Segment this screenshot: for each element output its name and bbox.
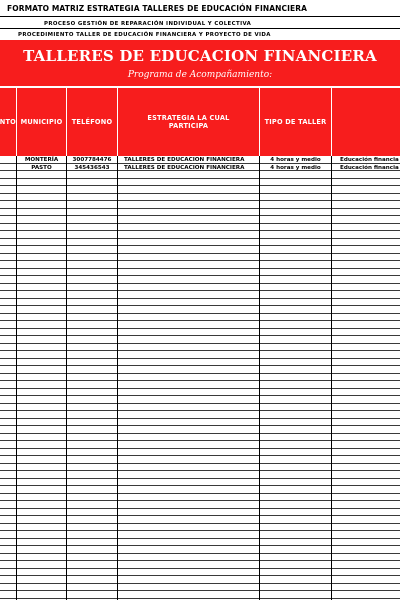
cell-estrategia: TALLERES DE EDUCACION FINANCIERA — [124, 165, 245, 171]
table-row — [0, 441, 400, 449]
cell-tipo-taller: 4 horas y medio — [270, 165, 321, 171]
table-row — [0, 246, 400, 254]
column-rule — [117, 156, 118, 600]
table-row — [0, 479, 400, 487]
column-header-telefono: TELÉFONO — [71, 117, 113, 126]
table-row — [0, 509, 400, 517]
table-row — [0, 284, 400, 292]
column-header-municipio: MUNICIPIO — [20, 117, 63, 126]
cell-municipio: MONTERÍA — [24, 157, 59, 163]
table-row — [0, 516, 400, 524]
cell-tipo-taller: 4 horas y medio — [270, 157, 321, 163]
table-row — [0, 374, 400, 382]
table-row — [0, 591, 400, 599]
document-title: FORMATO MATRIZ ESTRATEGIA TALLERES DE EDUCACIÓN FINANCIERA — [7, 4, 307, 13]
table-row — [0, 351, 400, 359]
column-header-departamento: NTO — [0, 117, 16, 126]
table-row — [0, 299, 400, 307]
table-row — [0, 419, 400, 427]
divider — [0, 16, 400, 17]
table-row — [0, 449, 400, 457]
table-row — [0, 344, 400, 352]
table-row — [0, 576, 400, 584]
table-row — [0, 239, 400, 247]
table-row — [0, 306, 400, 314]
column-rule — [259, 156, 260, 600]
table-row — [0, 546, 400, 554]
column-header-extra — [332, 88, 400, 156]
procedure-line: PROCEDIMIENTO TALLER DE EDUCACIÓN FINANCIERA Y PROYECTO DE VIDA — [18, 32, 271, 38]
table-row — [0, 471, 400, 479]
table-row — [0, 171, 400, 179]
table-row — [0, 224, 400, 232]
table-row — [0, 456, 400, 464]
table-row — [0, 584, 400, 592]
table-row — [0, 194, 400, 202]
table-row — [0, 366, 400, 374]
table-row — [0, 494, 400, 502]
table-row — [0, 531, 400, 539]
cell-telefono: 3007784476 — [72, 157, 112, 163]
column-rule — [331, 156, 332, 600]
cell-extra: Educación financia — [340, 157, 399, 163]
column-header-estrategia: ESTRATEGIA LA CUAL PARTICIPA — [147, 113, 230, 130]
table-row — [0, 314, 400, 322]
table-row — [0, 269, 400, 277]
table-row — [0, 426, 400, 434]
table-row — [0, 554, 400, 562]
table-row — [0, 501, 400, 509]
banner-title: TALLERES DE EDUCACION FINANCIERA — [23, 47, 377, 65]
cell-estrategia: TALLERES DE EDUCACION FINANCIERA — [124, 157, 245, 163]
table-row — [0, 291, 400, 299]
table-row — [0, 186, 400, 194]
table-row — [0, 276, 400, 284]
process-line: PROCESO GESTIÓN DE REPARACIÓN INDIVIDUAL Y COLECTIVA — [44, 21, 252, 27]
column-header-tipo-taller: TIPO DE TALLER — [264, 117, 327, 126]
banner-subtitle: Programa de Acompañamiento: — [127, 70, 273, 80]
table-row — [0, 254, 400, 262]
table-row — [0, 569, 400, 577]
table-row — [0, 216, 400, 224]
cell-municipio: PASTO — [31, 165, 52, 171]
column-rule — [16, 156, 17, 600]
cell-extra: Educación financia — [340, 165, 399, 171]
column-rule — [66, 156, 67, 600]
table-row — [0, 411, 400, 419]
table-row — [0, 321, 400, 329]
table-row — [0, 336, 400, 344]
table-row — [0, 404, 400, 412]
table-row — [0, 201, 400, 209]
table-row — [0, 231, 400, 239]
table-row — [0, 486, 400, 494]
table-row — [0, 524, 400, 532]
divider — [0, 28, 400, 29]
table-row — [0, 396, 400, 404]
table-row — [0, 561, 400, 569]
table-row — [0, 389, 400, 397]
table-row — [0, 261, 400, 269]
table-row — [0, 464, 400, 472]
table-row — [0, 209, 400, 217]
data-grid — [0, 156, 400, 600]
table-row — [0, 179, 400, 187]
table-row — [0, 381, 400, 389]
table-row — [0, 434, 400, 442]
table-row — [0, 359, 400, 367]
table-row — [0, 539, 400, 547]
cell-telefono: 345436543 — [74, 165, 110, 171]
table-row — [0, 329, 400, 337]
